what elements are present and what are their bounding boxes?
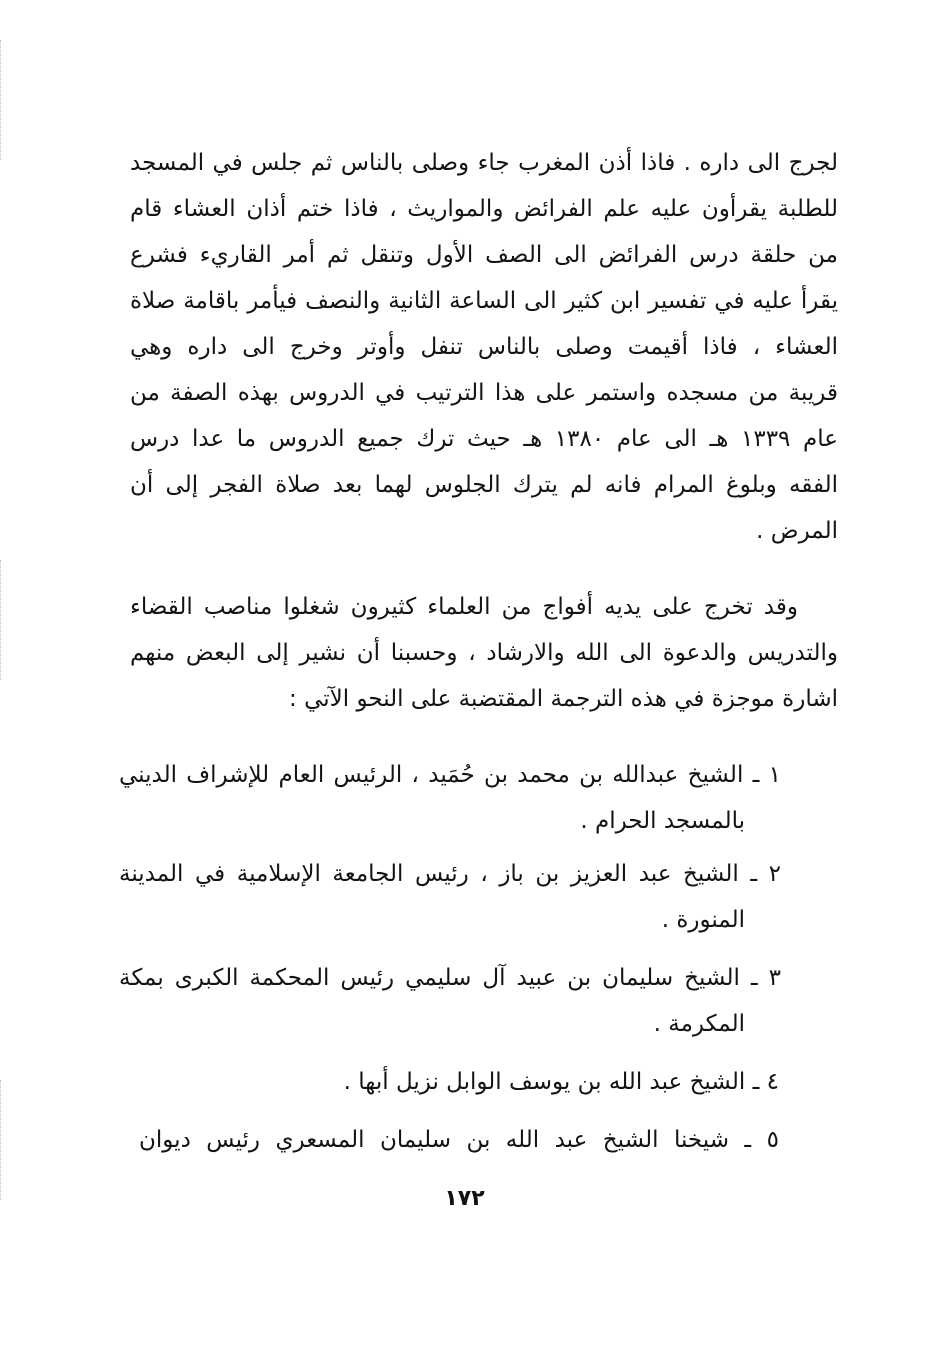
left-margin-dots bbox=[0, 560, 7, 680]
list-item-1 bbox=[119, 752, 781, 844]
text-line: الفقه وبلوغ المرام فانه لم يترك الجلوس لهما بعد صلاة الفجر إلى أن bbox=[130, 472, 838, 498]
list-item-line: بالمسجد الحرام . bbox=[580, 808, 745, 834]
text-line: اشارة موجزة في هذه الترجمة المقتضبة على النحو الآتي : bbox=[289, 686, 838, 712]
text-line: عام ١٣٣٩ هـ الى عام ١٣٨٠ هـ حيث ترك جميع الدروس ما عدا درس bbox=[130, 426, 838, 452]
page-number: ١٧٢ bbox=[444, 1186, 485, 1211]
left-margin-dots bbox=[0, 1080, 7, 1200]
left-margin-dots bbox=[0, 40, 7, 160]
list-item-line: ٤ ـ الشيخ عبد الله بن يوسف الوابل نزيل أبها . bbox=[343, 1069, 779, 1095]
text-line: وقد تخرج على يديه أفواج من العلماء كثيرون شغلوا مناصب القضاء bbox=[130, 594, 798, 620]
text-line: قريبة من مسجده واستمر على هذا الترتيب في الدروس بهذه الصفة من bbox=[130, 380, 838, 406]
list-item-line: ٣ ـ الشيخ سليمان بن عبيد آل سليمي رئيس المحكمة الكبرى بمكة bbox=[119, 965, 781, 991]
text-line: للطلبة يقرأون عليه علم الفرائض والمواريث ، فاذا ختم أذان العشاء قام bbox=[130, 196, 838, 222]
paragraph-2 bbox=[130, 584, 838, 722]
list-item-line: ٢ ـ الشيخ عبد العزيز بن باز ، رئيس الجامعة الإسلامية في المدينة bbox=[119, 861, 781, 887]
text-line: العشاء ، فاذا أقيمت وصلى بالناس تنفل وأوتر وخرج الى داره وهي bbox=[130, 334, 838, 360]
text-line: يقرأ عليه في تفسير ابن كثير الى الساعة الثانية والنصف فيأمر باقامة صلاة bbox=[130, 288, 838, 314]
list-item-line: ١ ـ الشيخ عبدالله بن محمد بن حُمَيد ، الرئيس العام للإشراف الديني bbox=[119, 762, 781, 788]
list-item-2 bbox=[119, 851, 781, 943]
list-item-3 bbox=[119, 955, 781, 1047]
paragraph-1 bbox=[130, 140, 838, 554]
list-item-line: المنورة . bbox=[661, 907, 745, 933]
text-line: لجرج الى داره . فاذا أذن المغرب جاء وصلى بالناس ثم جلس في المسجد bbox=[130, 150, 838, 176]
list-item-4 bbox=[179, 1059, 779, 1105]
list-item-line: المكرمة . bbox=[653, 1011, 745, 1037]
list-item-5 bbox=[139, 1117, 779, 1163]
text-line: والتدريس والدعوة الى الله والارشاد ، وحسبنا أن نشير إلى البعض منهم bbox=[130, 640, 838, 666]
list-item-line: ٥ ـ شيخنا الشيخ عبد الله بن سليمان المسعري رئيس ديوان bbox=[139, 1127, 779, 1153]
text-line: المرض . bbox=[756, 518, 838, 544]
text-line: من حلقة درس الفرائض الى الصف الأول وتنقل ثم أمر القاريء فشرع bbox=[130, 242, 838, 268]
